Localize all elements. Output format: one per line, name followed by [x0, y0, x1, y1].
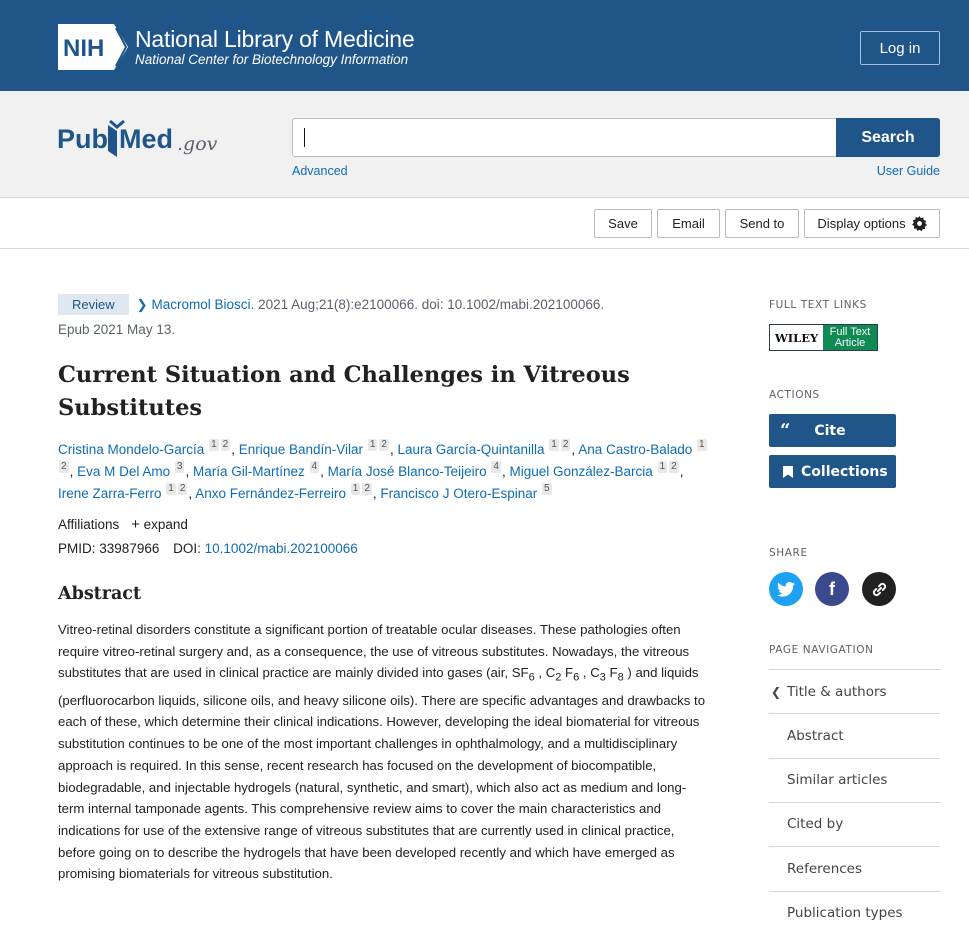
journal-link[interactable]: Macromol Biosci.: [151, 297, 255, 312]
page-nav-item[interactable]: [769, 758, 940, 802]
author-link[interactable]: María José Blanco-Teijeiro: [327, 464, 487, 479]
page-nav-label: Cited by: [787, 816, 844, 833]
search-section: [0, 91, 969, 198]
page-nav-label: Publication types: [787, 905, 903, 921]
author-link[interactable]: Eva M Del Amo: [77, 464, 171, 479]
author-link[interactable]: María Gil-Martínez: [192, 464, 305, 479]
search-button[interactable]: Search: [836, 118, 940, 157]
author-link[interactable]: Miguel González-Barcia: [509, 464, 653, 479]
collections-button[interactable]: [769, 455, 896, 488]
citation-details: 2021 Aug;21(8):e2100066. doi: 10.1002/mabi.202100066.: [254, 297, 605, 312]
login-button[interactable]: Log in: [860, 31, 940, 65]
affiliation-ref-badge[interactable]: 2: [222, 439, 229, 450]
affiliation-ref-badge[interactable]: 1: [352, 483, 359, 494]
affiliation-ref-badge[interactable]: 1: [168, 483, 174, 494]
full-text-links-label: FULL TEXT LINKS: [769, 299, 867, 311]
author-link[interactable]: Anxo Fernández-Ferreiro: [195, 486, 347, 501]
author-link[interactable]: Ana Castro-Balado: [578, 442, 693, 457]
affiliation-ref-badge[interactable]: 2: [179, 483, 186, 494]
display-options-button[interactable]: [804, 209, 940, 238]
affiliation-ref-badge[interactable]: 2: [61, 461, 67, 472]
nih-title: National Library of Medicine: [135, 26, 415, 52]
page-nav-item[interactable]: [769, 802, 940, 846]
page-nav-item[interactable]: [769, 713, 940, 757]
affiliation-ref-badge[interactable]: 1: [659, 461, 666, 472]
pmid-value: 33987966: [99, 541, 160, 556]
affiliation-ref-badge[interactable]: 2: [562, 439, 569, 450]
doi-link[interactable]: 10.1002/mabi.202100066: [204, 541, 358, 556]
results-toolbar: [0, 198, 969, 249]
affiliation-ref-badge[interactable]: 1: [699, 439, 705, 450]
author-link[interactable]: Cristina Mondelo-García: [58, 442, 205, 457]
page-nav-label: Abstract: [787, 727, 844, 744]
publication-type-badge: Review: [58, 294, 129, 315]
chevron-right-icon[interactable]: ❯: [136, 297, 148, 312]
page-nav-item[interactable]: [769, 669, 940, 713]
wiley-full-text-link[interactable]: [769, 324, 878, 351]
affiliation-ref-badge[interactable]: 5: [544, 483, 550, 494]
cite-label: Cite: [814, 422, 846, 439]
affiliations-row: [58, 515, 708, 535]
nih-subtitle: National Center for Biotechnology Information: [135, 52, 409, 67]
nih-logo[interactable]: [58, 24, 415, 70]
pubmed-logo[interactable]: [57, 113, 227, 163]
author-link[interactable]: Laura García-Quintanilla: [397, 442, 545, 457]
expand-label: expand: [143, 517, 188, 532]
expand-affiliations-toggle[interactable]: [131, 517, 188, 532]
cite-button[interactable]: [769, 414, 896, 447]
affiliation-ref-badge[interactable]: 1: [211, 439, 217, 450]
copy-link-button[interactable]: [862, 572, 896, 606]
epub-date: Epub 2021 May 13.: [58, 322, 176, 337]
facebook-share-button[interactable]: [815, 572, 849, 606]
pmid-label: PMID:: [58, 541, 96, 556]
logo-pub: Pub: [57, 124, 108, 154]
affiliation-ref-badge[interactable]: 2: [671, 461, 677, 472]
user-guide-link[interactable]: User Guide: [876, 164, 940, 178]
twitter-icon: [777, 582, 795, 597]
facebook-icon: f: [829, 578, 835, 599]
bookmark-icon: [783, 466, 793, 478]
gear-icon: [912, 216, 927, 231]
affiliation-ref-badge[interactable]: 4: [311, 461, 318, 472]
display-options-label: Display options: [817, 216, 906, 231]
logo-med: Med: [119, 124, 173, 154]
affiliation-ref-badge[interactable]: 3: [176, 461, 183, 472]
page-nav-item[interactable]: [769, 846, 940, 890]
nih-badge-icon: [58, 24, 128, 70]
text-caret: [304, 128, 305, 147]
page-nav-item[interactable]: [769, 891, 940, 935]
link-icon: [871, 581, 888, 598]
doi-label: DOI:: [173, 541, 201, 556]
nih-badge-text: NIH: [63, 35, 105, 62]
author-link[interactable]: Irene Zarra-Ferro: [58, 486, 162, 501]
affiliation-ref-badge[interactable]: 4: [493, 461, 499, 472]
affiliations-label: Affiliations: [58, 517, 120, 532]
article-main: [58, 292, 708, 885]
wiley-logo: WILEY: [770, 325, 823, 350]
search-input[interactable]: [292, 118, 837, 157]
nih-header: [0, 0, 969, 91]
advanced-search-link[interactable]: Advanced: [292, 164, 348, 178]
plus-icon: +: [131, 516, 140, 533]
quote-icon: “: [780, 420, 791, 441]
page-nav-label: Similar articles: [787, 772, 888, 789]
email-button[interactable]: Email: [657, 209, 720, 238]
affiliation-ref-badge[interactable]: 1: [551, 439, 557, 450]
article-title: Current Situation and Challenges in Vitreous Substitutes: [58, 362, 630, 421]
author-link[interactable]: Enrique Bandín-Vilar: [238, 442, 364, 457]
page-nav-label: Title & authors: [787, 683, 887, 700]
logo-gov: .gov: [177, 133, 218, 155]
actions-label: ACTIONS: [769, 389, 820, 401]
page-nav-label: References: [787, 860, 863, 877]
abstract-heading: Abstract: [58, 584, 142, 604]
author-link[interactable]: Francisco J Otero-Espinar: [380, 486, 538, 501]
affiliation-ref-badge[interactable]: 1: [369, 439, 376, 450]
wiley-full-text-badge: Full Text Article: [823, 325, 877, 350]
send-to-button[interactable]: Send to: [725, 209, 799, 238]
citation-line: [58, 292, 708, 342]
save-button[interactable]: Save: [594, 209, 652, 238]
collections-label: Collections: [801, 463, 888, 480]
chevron-left-icon: ❮: [771, 684, 782, 699]
twitter-share-button[interactable]: [769, 572, 803, 606]
author-list: Cristina Mondelo-García 1 2 , Enrique Bandín-Vilar 1 2 , Laura García-Quintanilla 1 2 , Ana Castro-Balado 12 , Eva M Del Amo 3 , María Gil-Martínez 4 , María José Blanco-Teijeiro 4 , Miguel González-Barcia 1 2 , Irene Zarra-Ferro 1 2 , Anxo Fernández-Ferreiro 1 2 , Francisco J Otero-Espinar 5: [58, 439, 705, 501]
identifiers-row: [58, 539, 708, 559]
affiliation-ref-badge[interactable]: 2: [381, 439, 387, 450]
page-navigation-label: PAGE NAVIGATION: [769, 644, 874, 656]
abstract-text: Vitreo-retinal disorders constitute a significant portion of treatable ocular diseases. These pathologies often require vitreo-retinal surgery and, as a consequence, the use of vitreous substitutes. Nowadays, the vitreous substitutes that are used in clinical practice are mainly divided into gases (air, $SF_6$ , $C_2$ $F_6$ , $C_3$ $F_8$ ) and liquids (perfluorocarbon liquids, silicone oils, and heavy silicone oils). There are specific advantages and drawbacks to each of these, which determine their clinical indications. However, developing the ideal biomaterial for vitreous substitution continues to be one of the most important challenges in ophthalmology, and a multidisciplinary approach is required. In this sense, recent research has focused on the development of biocompatible, biodegradable, and injectable hydrogels (natural, synthetic, and smart), which also act as medium and long-term internal tamponade agents. This comprehensive review aims to cover the main characteristics and indications for use of the extensive range of vitreous substitutes that are currently used in clinical practice, before going on to describe the hydrogels that have been developed recently and which have emerged as promising biomaterials for vitreous substitution.: [58, 622, 706, 882]
share-label: SHARE: [769, 547, 808, 559]
affiliation-ref-badge[interactable]: 2: [364, 483, 370, 494]
